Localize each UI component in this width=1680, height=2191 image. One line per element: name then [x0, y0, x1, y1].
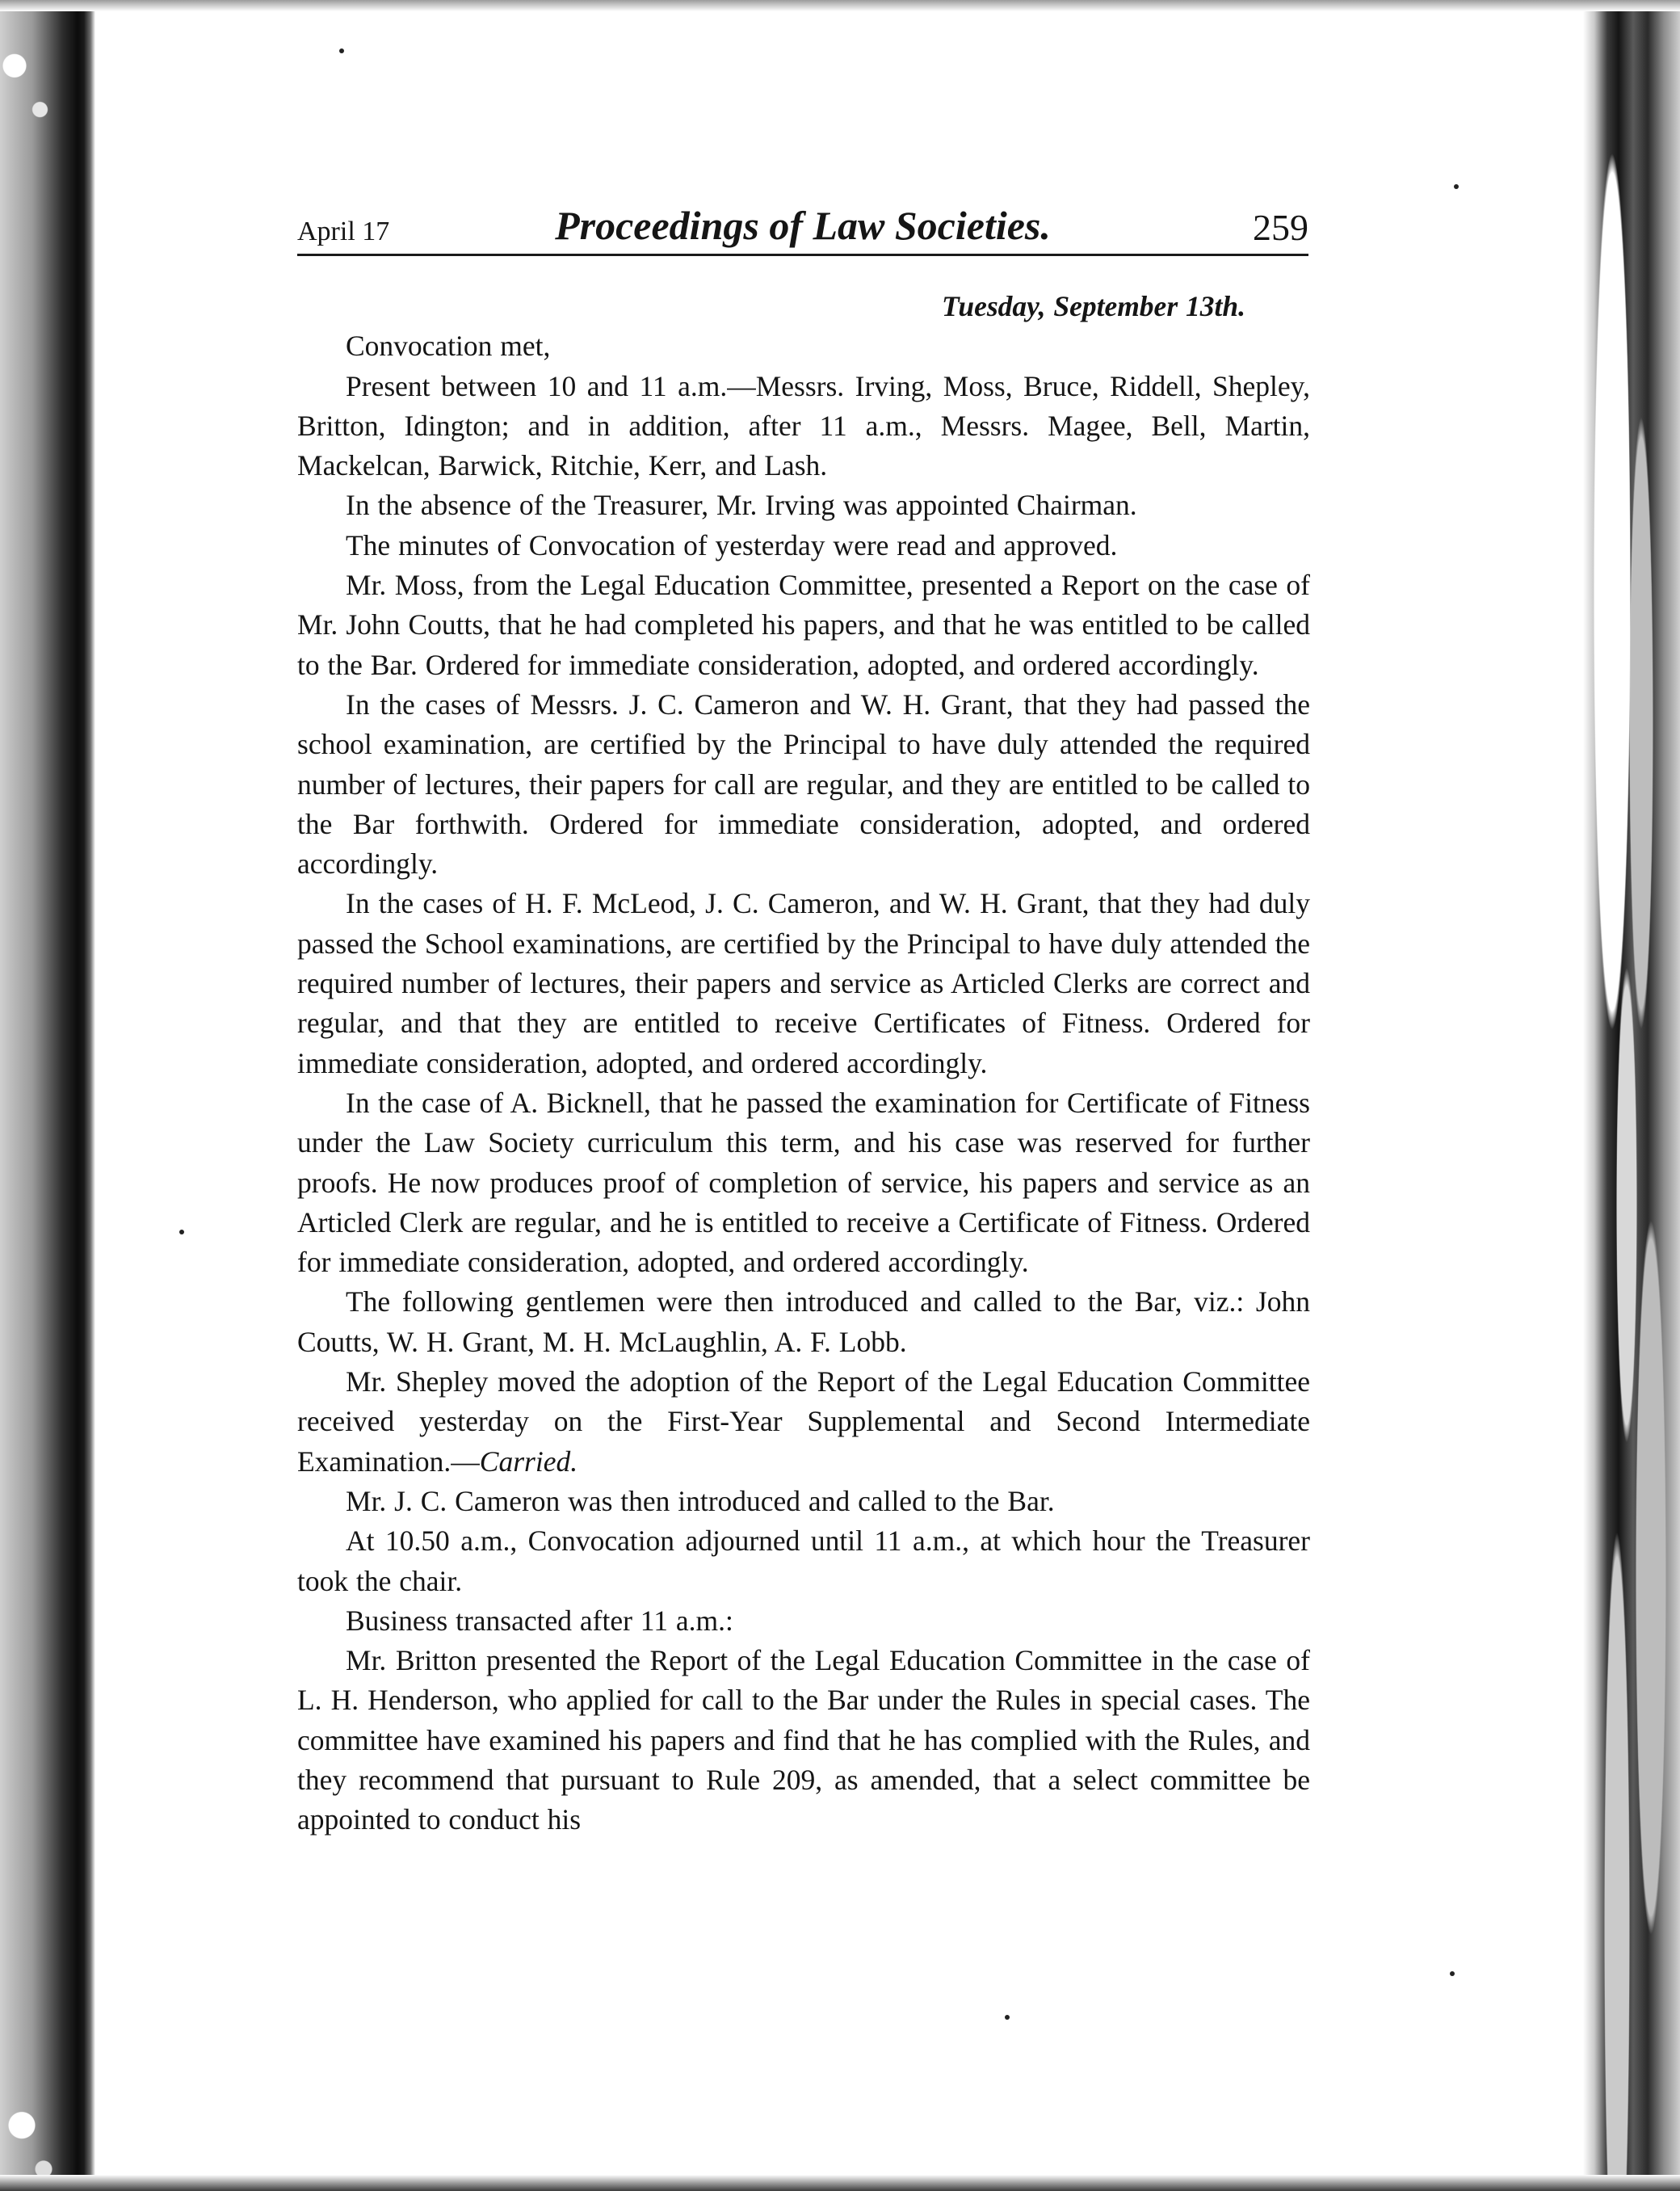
running-head	[297, 192, 1308, 256]
paragraph: The following gentlemen were then introduced and called to the Bar, viz.: John Coutts, W. H. Grant, M. H. McLaughlin, A. F. Lobb.	[297, 1285, 1310, 1358]
paragraph: Mr. Moss, from the Legal Education Committee, presented a Report on the case of Mr. John Coutts, that he had completed his papers, and that he was entitled to be called to the Bar. Ordered for immediate consideration, adopted, and ordered accordingly.	[297, 569, 1310, 681]
page-number: 259	[1253, 207, 1308, 248]
paragraph-shepley-motion	[297, 1362, 1310, 1482]
paragraph: At 10.50 a.m., Convocation adjourned until 11 a.m., at which hour the Treasurer took the chair.	[297, 1524, 1310, 1597]
dust-speck	[1454, 184, 1459, 189]
dust-speck	[1005, 2015, 1010, 2020]
dust-speck	[179, 1230, 184, 1234]
body-text	[297, 287, 1310, 1840]
paragraph: In the cases of Messrs. J. C. Cameron and W. H. Grant, that they had passed the school examination, are certified by the Principal to have duly attended the required number of lectures, their papers for call are regular, and they are entitled to be called to the Bar forthwith. Ordered for immediate consideration, adopted, and ordered accordingly.	[297, 688, 1310, 881]
dateline: Tuesday, September 13th.	[941, 290, 1245, 322]
paragraph: In the absence of the Treasurer, Mr. Irving was appointed Chairman.	[346, 489, 1137, 522]
motion-result: Carried.	[479, 1445, 578, 1478]
dust-speck	[339, 48, 344, 53]
paragraph: Present between 10 and 11 a.m.—Messrs. Irving, Moss, Bruce, Riddell, Shepley, Britton, Idington; and in addition, after 11 a.m., Messrs. Magee, Bell, Martin, Mackelcan, Barwick, Ritchie, Kerr, and Lash.	[297, 369, 1310, 482]
paragraph: In the cases of H. F. McLeod, J. C. Cameron, and W. H. Grant, that they had duly passed the School examinations, are certified by the Principal to have duly attended the required number of lectures, their papers and service as Articled Clerks are correct and regular, and that they are entitled to receive Certificates of Fitness. Ordered for immediate consideration, adopted, and ordered accordingly.	[297, 887, 1310, 1079]
scan-right-edge-noise	[1583, 0, 1680, 2191]
paragraph: Mr. Britton presented the Report of the Legal Education Committee in the case of L. H. Henderson, who applied for call to the Bar under the Rules in special cases. The committee have examined his papers and find that he has complied with the Rules, and they recommend that pursuant to Rule 209, as amended, that a select committee be appointed to conduct his	[297, 1644, 1310, 1836]
journal-title: Proceedings of Law Societies.	[555, 203, 1051, 248]
paragraph: Business transacted after 11 a.m.:	[346, 1604, 733, 1637]
motion-text: Mr. Shepley moved the adoption of the Report of the Legal Education Committee received yesterday on the First-Year Supplemental and Second Intermediate Examination.—	[297, 1365, 1310, 1478]
scan-bottom-edge	[0, 2175, 1680, 2191]
dust-speck	[1450, 1971, 1455, 1976]
paragraph: Convocation met,	[346, 330, 551, 363]
paragraph: The minutes of Convocation of yesterday were read and approved.	[346, 528, 1118, 561]
scan-top-edge	[0, 0, 1680, 11]
paragraph: In the case of A. Bicknell, that he passed the examination for Certificate of Fitness under the Law Society curriculum this term, and his case was reserved for further proofs. He now produces proof of completion of service, his papers and service as an Articled Clerk are regular, and he is entitled to receive a Certificate of Fitness. Ordered for immediate consideration, adopted, and ordered accordingly.	[297, 1086, 1310, 1279]
paragraph: Mr. J. C. Cameron was then introduced and called to the Bar.	[346, 1484, 1055, 1517]
header-date: April 17	[297, 217, 390, 246]
scan-left-edge-noise	[0, 0, 73, 2191]
